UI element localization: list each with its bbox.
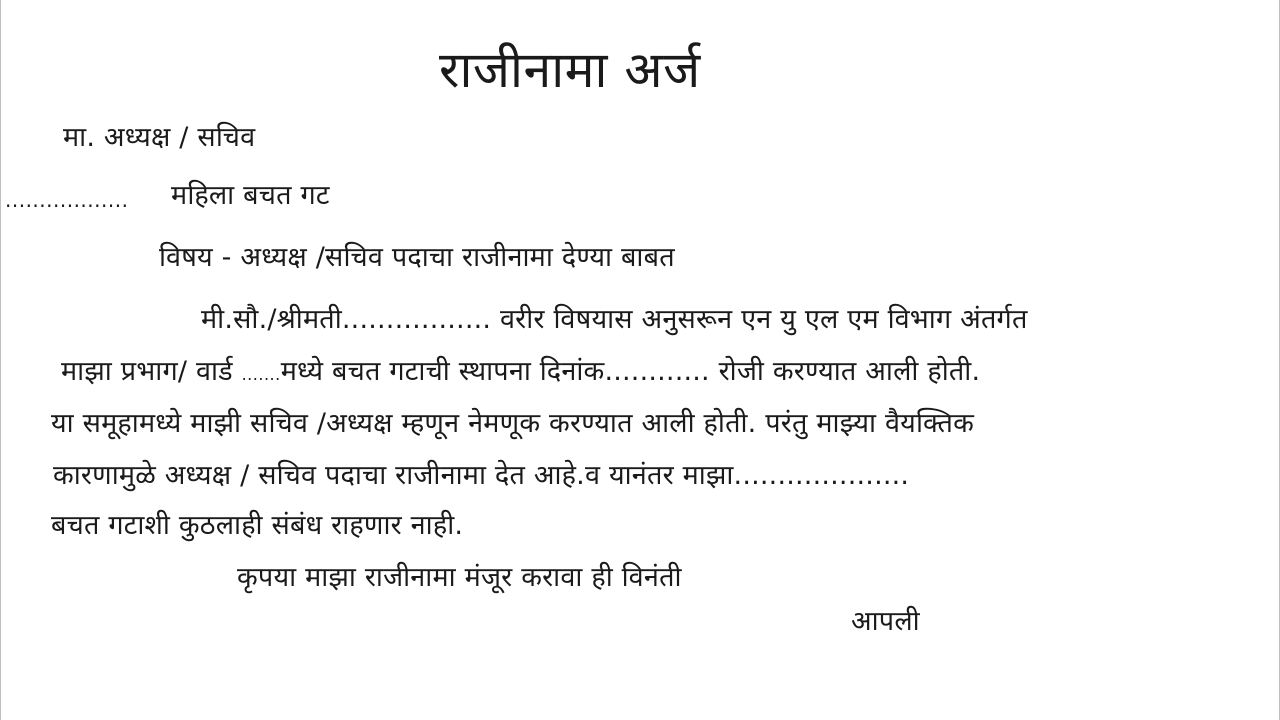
request-line: कृपया माझा राजीनामा मंजूर करावा ही विनंती xyxy=(237,562,682,593)
body-line-4: कारणामुळे अध्यक्ष / सचिव पदाचा राजीनामा देत आहे.व यानंतर माझा.................... xyxy=(53,460,910,491)
body-line-3: या समूहामध्ये माझी सचिव /अध्यक्ष म्हणून नेमणूक करण्यात आली होती. परंतु माझ्या वैयक्तिक xyxy=(51,408,975,439)
closing-word: आपली xyxy=(851,606,920,637)
body-line-1: मी.सौ./श्रीमती................. वरीर विषयास अनुसरून एन यु एल एम विभाग अंतर्गत xyxy=(201,304,1028,335)
document-title: राजीनामा अर्ज xyxy=(439,41,701,99)
ward-blank: ....... xyxy=(241,365,281,384)
group-name-blank: .................. xyxy=(5,188,129,212)
body-line-2-start: माझा प्रभाग/ वार्ड xyxy=(61,356,233,387)
body-line-2 xyxy=(61,354,980,393)
body-line-2-end: मध्ये बचत गटाची स्थापना दिनांक............ रोजी करण्यात आली होती. xyxy=(280,356,981,387)
subject-line: विषय - अध्यक्ष /सचिव पदाचा राजीनामा देण्या बाबत xyxy=(159,242,675,273)
group-name: महिला बचत गट xyxy=(171,180,330,211)
recipient-line: मा. अध्यक्ष / सचिव xyxy=(63,122,256,153)
body-line-5: बचत गटाशी कुठलाही संबंध राहणार नाही. xyxy=(51,510,464,541)
